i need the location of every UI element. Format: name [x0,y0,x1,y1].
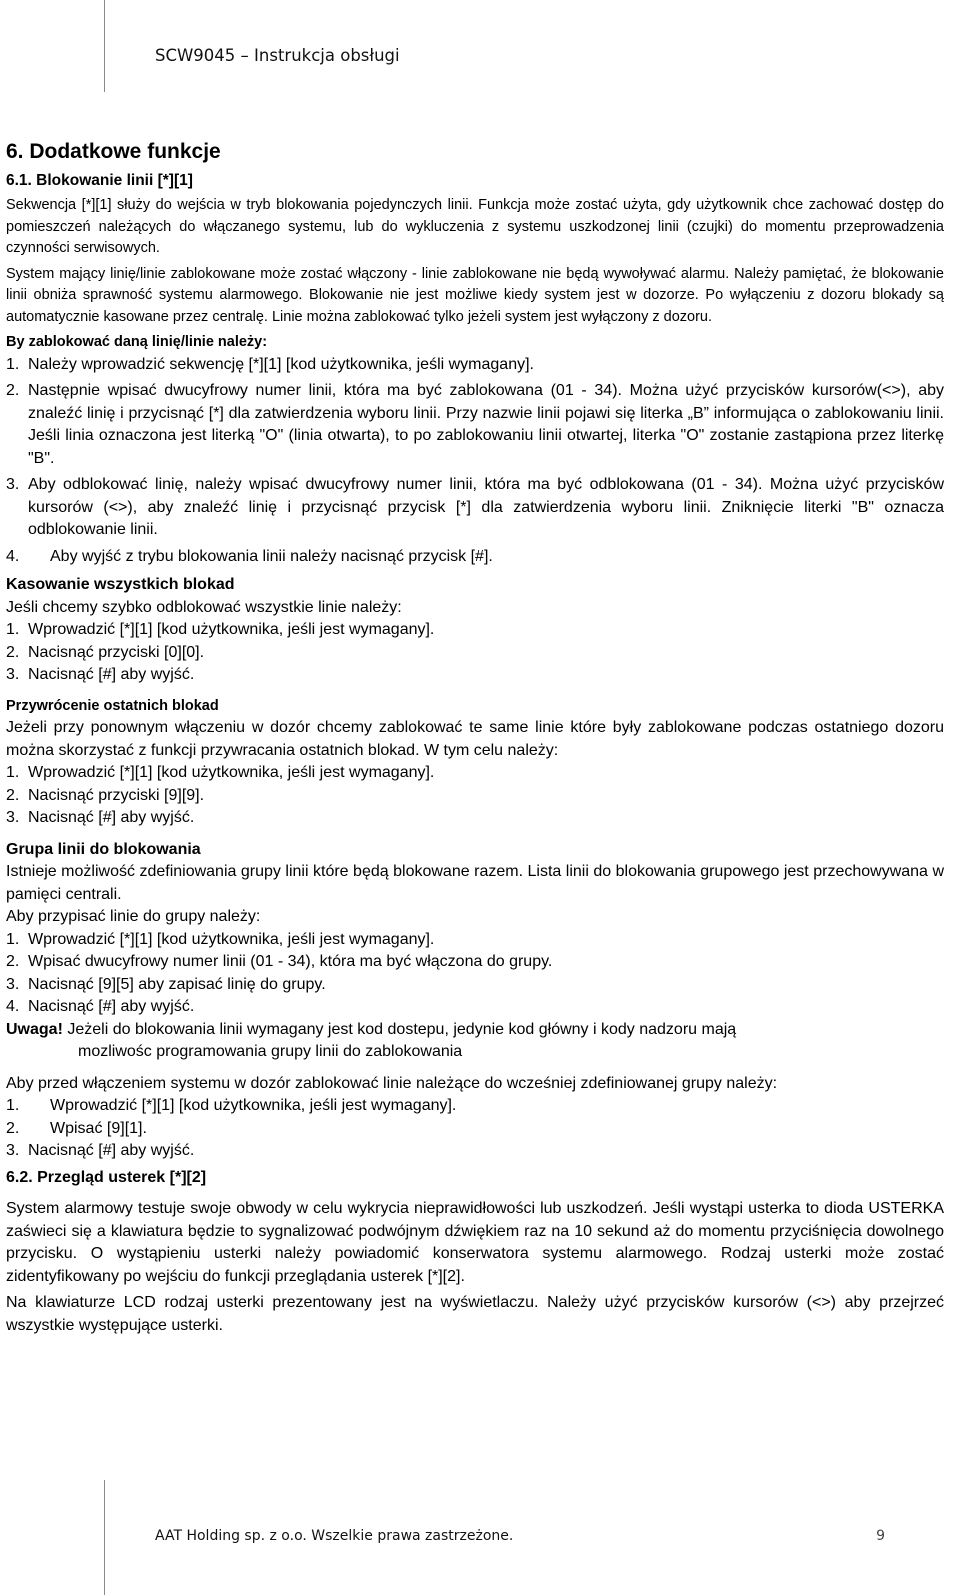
intro-paragraph: Sekwencja [*][1] służy do wejścia w tryb blokowania pojedynczych linii. Funkcja może zostać użyta, gdy użytkownik chce zachować dostęp do pomieszczeń należących do włączanego systemu, lub do wykluczenia z systemu uszkodzonej linii (czujki) do momentu przeprowadzenia czynności serwisowych. [6,197,944,256]
group-heading: Grupa linii do blokowania [6,840,201,858]
list-item: 1. Wprowadzić [*][1] [kod użytkownika, jeśli jest wymagany]. [6,1097,457,1114]
list-item: 1. Wprowadzić [*][1] [kod użytkownika, jeśli jest wymagany]. [6,621,435,638]
block-steps-list [6,354,944,569]
list-item: 3. Aby odblokować linię, należy wpisać dwucyfrowy numer linii, która ma być odblokowana (01 - 34). Można użyć przycisków kursorów (<>), aby znaleźć linię i przycisnąć przycisk [*] dla zatwierdzenia wyboru linii. Zniknięcie literki "B" oznacza odblokowanie linii. [6,476,944,538]
list-item: 4. Aby wyjść z trybu blokowania linii należy nacisnąć przycisk [#]. [6,547,493,565]
list-item: 2. Wpisać [9][1]. [6,1119,147,1137]
list-item: 3. Nacisnąć [9][5] aby zapisać linię do grupy. [6,975,326,993]
header-rule [104,0,105,92]
group-arm-list [6,1095,944,1163]
group-steps-list [6,929,944,1019]
list-item: 4. Nacisnąć [#] aby wyjść. [6,998,195,1015]
warning-label: Uwaga! [6,1020,63,1038]
group-intro: Istnieje możliwość zdefiniowania grupy linii które będą blokowane razem. Lista linii do blokowania grupowego jest przechowywana w pamięci centrali. [6,863,944,903]
document-footer [155,1528,895,1544]
intro-paragraph-2: System mający linię/linie zablokowane może zostać włączony - linie zablokowane nie będą wywoływać alarmu. Należy pamiętać, że blokowanie linii obniża sprawność systemu alarmowego. Blokowanie nie jest możliwe kiedy system jest w dozorze. Po wyłączeniu z dozoru blokady są automatycznie kasowane przez centralę. Linie można zablokować tylko jeżeli system jest wyłączony z dozoru. [6,265,944,325]
steps-heading: By zablokować daną linię/linie należy: [6,334,268,350]
footer-rule [104,1480,105,1595]
list-item: 2. Następnie wpisać dwucyfrowy numer linii, która ma być zablokowana (01 - 34). Można użyć przycisków kursorów(<>), aby znaleźć linię i przycisnąć [*] dla zatwierdzenia wyboru linii. Przy nazwie linii pojawi się literka „B” informująca o zablokowaniu linii. Jeśli linia oznaczona jest literką "O" (linia otwarta), to po zablokowaniu linii otwartej, literka "O" zostanie zastąpiona przez literkę "B". [6,382,944,467]
warning-note [6,1019,944,1042]
group-arm-intro: Aby przed włączeniem systemu w dozór zablokować linie należące do wcześniej zdefiniowanej grupy należy: [6,1074,778,1092]
group-intro-2: Aby przypisać linie do grupy należy: [6,908,261,925]
list-item: 1. Należy wprowadzić sekwencję [*][1] [kod użytkownika, jeśli wymagany]. [6,355,534,373]
document-header-title: SCW9045 – Instrukcja obsługi [155,46,400,65]
list-item: 2. Wpisać dwucyfrowy numer linii (01 - 34), która ma być włączona do grupy. [6,953,553,970]
page-content [6,140,944,1337]
list-item: 1. Wprowadzić [*][1] [kod użytkownika, jeśli jest wymagany]. [6,930,435,948]
list-item: 3. Nacisnąć [#] aby wyjść. [6,1142,195,1159]
section-title: 6. Dodatkowe funkcje [6,140,221,163]
clear-blocks-heading: Kasowanie wszystkich blokad [6,576,235,593]
footer-copyright: AAT Holding sp. z o.o. Wszelkie prawa zastrzeżone. [155,1528,514,1544]
subsection-title-6-2: 6.2. Przegląd usterek [*][2] [6,1168,207,1186]
subsection-title-6-1: 6.1. Blokowanie linii [*][1] [6,172,193,189]
restore-blocks-intro: Jeżeli przy ponownym włączeniu w dozór chcemy zablokować te same linie które były zablokowane podczas ostatniego dozoru można skorzystać z funkcji przywracania ostatnich blokad. W tym celu należy: [6,719,944,759]
troubles-paragraph-2: Na klawiaturze LCD rodzaj usterki prezentowany jest na wyświetlaczu. Należy użyć przycisków kursorów (<>) aby przejrzeć wszystkie występujące usterki. [6,1294,944,1334]
list-item: 3. Nacisnąć [#] aby wyjść. [6,809,195,826]
list-item: 3. Nacisnąć [#] aby wyjść. [6,666,195,683]
clear-blocks-intro: Jeśli chcemy szybko odblokować wszystkie linie należy: [6,598,402,616]
troubles-paragraph: System alarmowy testuje swoje obwody w celu wykrycia nieprawidłowości lub uszkodzeń. Jeśli wystąpi usterka to dioda USTERKA zaświeci się a klawiatura będzie to sygnalizować podwójnym dźwiękiem raz na 10 sekund aż do momentu przyciśnięcia dowolnego przycisku. O wystąpieniu usterki należy powiadomić konserwatora systemu alarmowego. Rodzaj usterki może zostać zidentyfikowany po wejściu do funkcji przeglądania usterek [*][2]. [6,1200,944,1285]
list-item: 1. Wprowadzić [*][1] [kod użytkownika, jeśli jest wymagany]. [6,764,435,781]
restore-blocks-heading: Przywrócenie ostatnich blokad [6,697,219,714]
warning-note-continuation: mozliwośc programowania grupy linii do zablokowania [78,1043,463,1060]
list-item: 2. Nacisnąć przyciski [9][9]. [6,786,205,804]
page-number: 9 [876,1528,885,1544]
list-item: 2. Nacisnąć przyciski [0][0]. [6,643,205,661]
restore-blocks-list [6,762,944,830]
warning-text: Jeżeli do blokowania linii wymagany jest kod dostepu, jedynie kod główny i kody nadzoru mają [62,1020,737,1038]
clear-blocks-list [6,619,944,687]
